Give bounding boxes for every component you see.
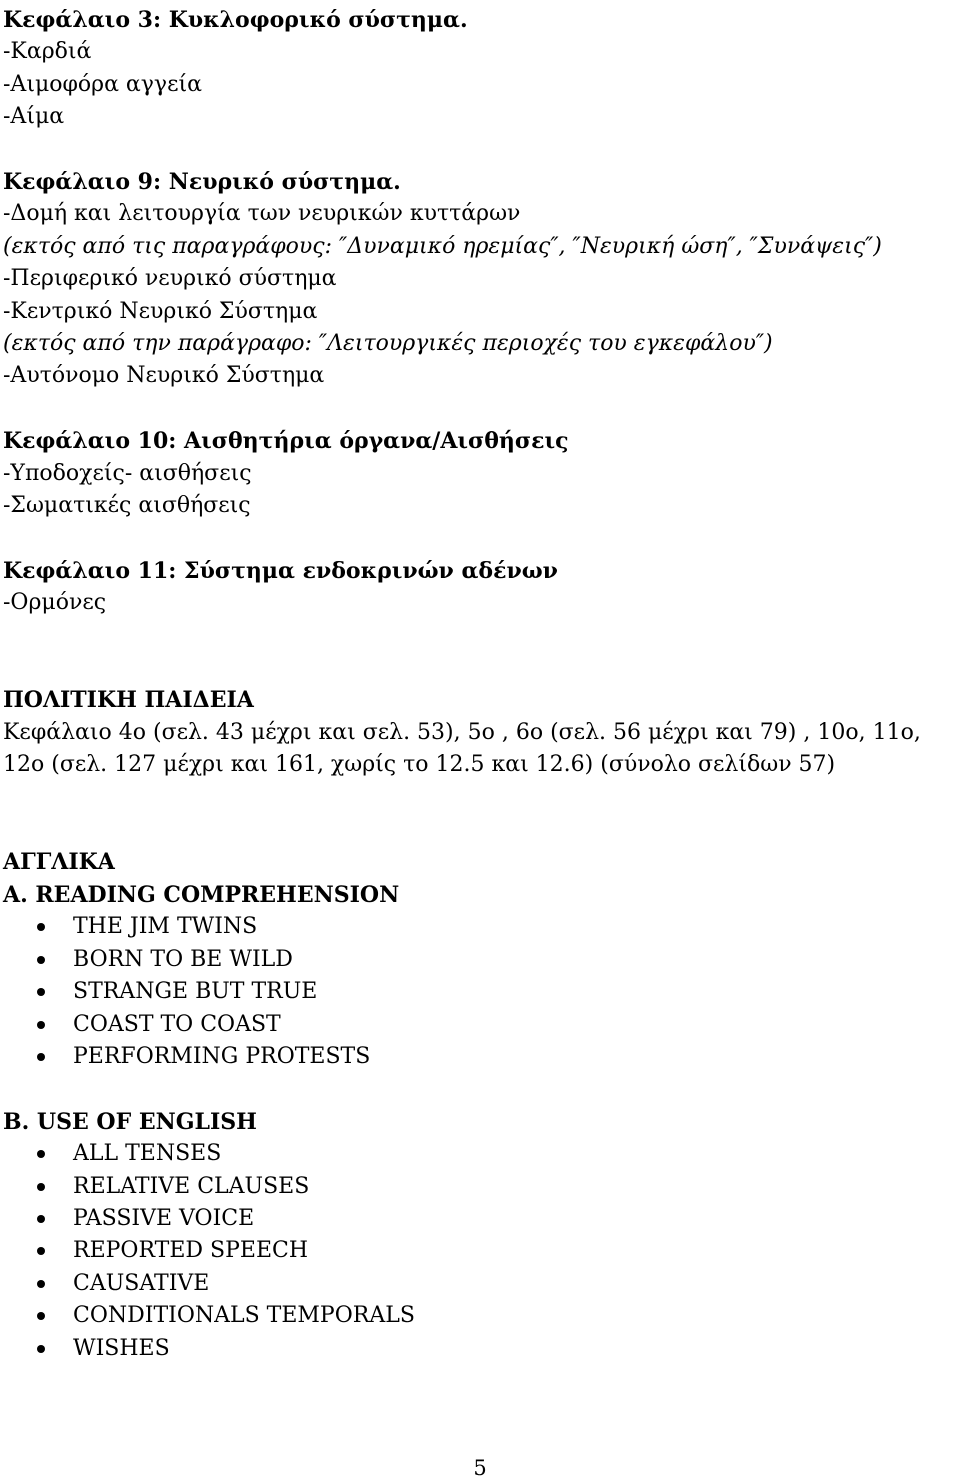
chapter-9-exclusion: (εκτός από την παράγραφο: ″Λειτουργικές περιοχές του εγκεφάλου″): [3, 331, 773, 357]
chapter-11-item: -Ορμόνες: [3, 590, 107, 616]
chapter-9-line: -Κεντρικό Νευρικό Σύστημα: [3, 298, 318, 324]
list-item: WISHES: [3, 1333, 953, 1365]
document-page: [3, 4, 953, 1365]
chapter-9-line: -Περιφερικό νευρικό σύστημα: [3, 266, 337, 292]
bullet-icon: [37, 988, 45, 996]
list-item: CAUSATIVE: [3, 1268, 953, 1300]
bullet-icon: [37, 1183, 45, 1191]
chapter-9-exclusion: (εκτός από τις παραγράφους: ″Δυναμικό ηρεμίας″, ″Νευρική ώση″, ″Συνάψεις″): [3, 233, 882, 259]
english-heading: ΑΓΓΛΙΚΑ: [3, 849, 115, 876]
section-a-title: A. READING COMPREHENSION: [3, 881, 400, 908]
politics-heading: ΠΟΛΙΤΙΚΗ ΠΑΙΔΕΙΑ: [3, 687, 254, 714]
chapter-9-line: -Δομή και λειτουργία των νευρικών κυττάρων: [3, 201, 521, 227]
chapter-3-item: -Αιμοφόρα αγγεία: [3, 71, 202, 97]
section-a-list: [3, 911, 953, 1073]
chapter-10-item: -Υποδοχείς- αισθήσεις: [3, 460, 252, 486]
list-item: REPORTED SPEECH: [3, 1235, 953, 1267]
bullet-icon: [37, 1312, 45, 1320]
bullet-icon: [37, 1053, 45, 1061]
chapter-11-title: Κεφάλαιο 11: Σύστημα ενδοκρινών αδένων: [3, 557, 558, 584]
bullet-icon: [37, 1150, 45, 1158]
bullet-icon: [37, 1345, 45, 1353]
section-b-title: B. USE OF ENGLISH: [3, 1108, 257, 1135]
bullet-icon: [37, 1215, 45, 1223]
bullet-icon: [37, 956, 45, 964]
list-item: COAST TO COAST: [3, 1009, 953, 1041]
chapter-10-title: Κεφάλαιο 10: Αισθητήρια όργανα/Αισθήσεις: [3, 428, 569, 455]
chapter-3-item: -Αίμα: [3, 104, 65, 130]
page-number: 5: [473, 1456, 487, 1480]
bullet-icon: [37, 923, 45, 931]
list-item: RELATIVE CLAUSES: [3, 1171, 953, 1203]
list-item: THE JIM TWINS: [3, 911, 953, 943]
list-item: ALL TENSES: [3, 1138, 953, 1170]
bullet-icon: [37, 1021, 45, 1029]
bullet-icon: [37, 1247, 45, 1255]
list-item: PERFORMING PROTESTS: [3, 1041, 953, 1073]
chapter-9-line: -Αυτόνομο Νευρικό Σύστημα: [3, 363, 325, 389]
politics-text-line-2: 12ο (σελ. 127 μέχρι και 161, χωρίς το 12.5 και 12.6) (σύνολο σελίδων 57): [3, 752, 836, 778]
chapter-3-item: -Καρδιά: [3, 39, 92, 65]
section-b-list: [3, 1138, 953, 1365]
chapter-3-title: Κεφάλαιο 3: Κυκλοφορικό σύστημα.: [3, 7, 468, 33]
list-item: BORN TO BE WILD: [3, 944, 953, 976]
chapter-10-item: -Σωματικές αισθήσεις: [3, 493, 251, 519]
bullet-icon: [37, 1280, 45, 1288]
list-item: CONDITIONALS TEMPORALS: [3, 1300, 953, 1332]
list-item: PASSIVE VOICE: [3, 1203, 953, 1235]
list-item: STRANGE BUT TRUE: [3, 976, 953, 1008]
chapter-9-title: Κεφάλαιο 9: Νευρικό σύστημα.: [3, 169, 401, 196]
politics-text-line-1: Κεφάλαιο 4ο (σελ. 43 μέχρι και σελ. 53), 5ο , 6ο (σελ. 56 μέχρι και 79) , 10ο, 11ο,: [3, 719, 921, 745]
